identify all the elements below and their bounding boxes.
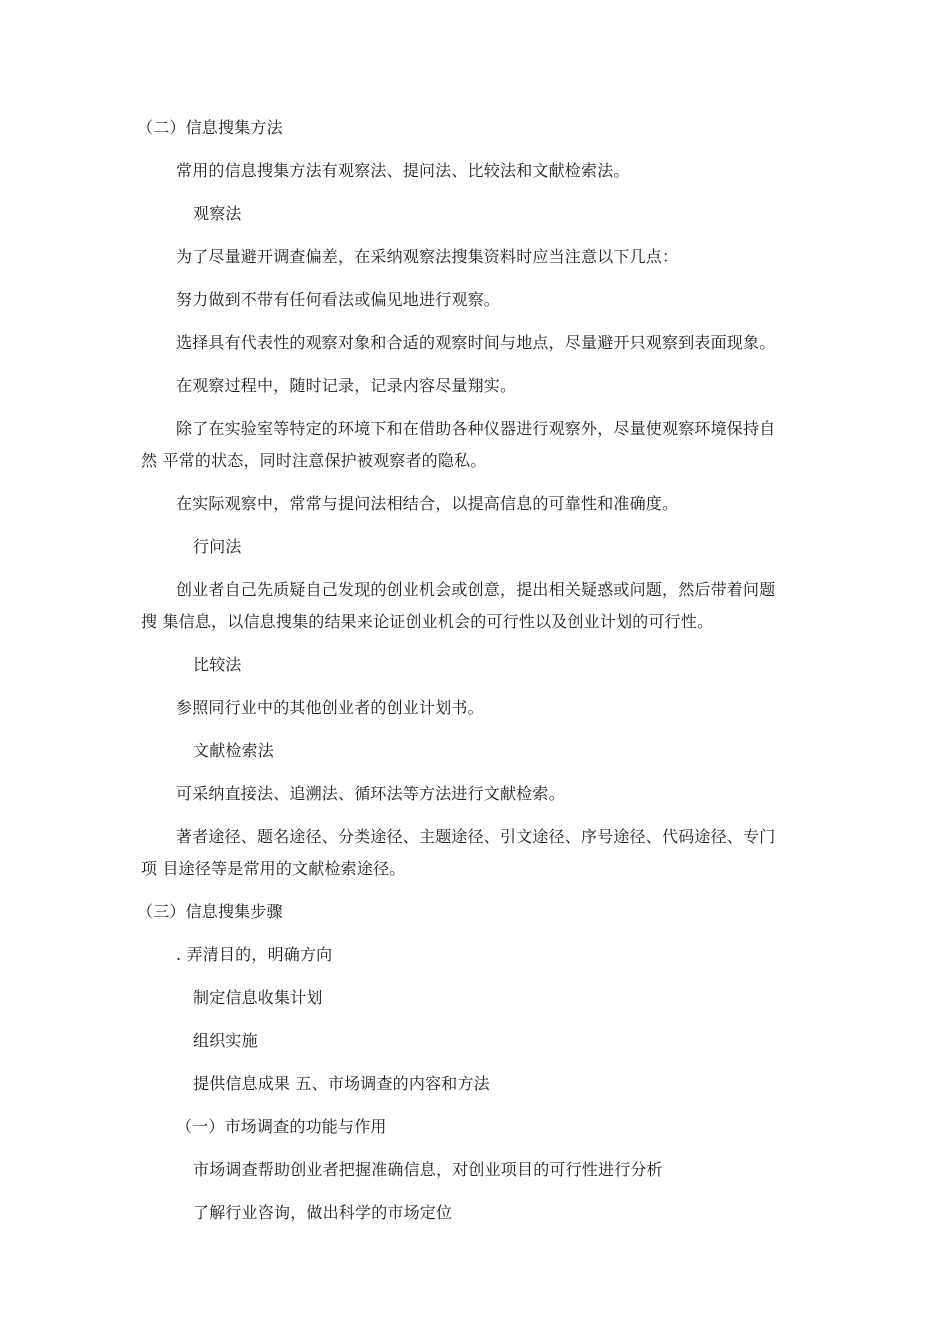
step-item: 制定信息收集计划 (193, 988, 323, 1007)
paragraph-continuation: 然 平常的状态，同时注意保护被观察者的隐私。 (141, 451, 487, 470)
step-item: 组织实施 (193, 1031, 258, 1050)
paragraph-continuation: 搜 集信息，以信息搜集的结果来论证创业机会的可行性以及创业计划的可行性。 (141, 612, 714, 631)
paragraph: 常用的信息搜集方法有观察法、提问法、比较法和文献检索法。 (176, 161, 630, 180)
paragraph: 除了在实验室等特定的环境下和在借助各种仪器进行观察外，尽量使观察环境保持自 (176, 419, 776, 438)
subheading-observation: 观察法 (193, 204, 242, 223)
subheading-comparison: 比较法 (193, 655, 242, 674)
paragraph: 创业者自己先质疑自己发现的创业机会或创意，提出相关疑惑或问题，然后带着问题 (176, 580, 776, 599)
paragraph: 在实际观察中，常常与提问法相结合，以提高信息的可靠性和准确度。 (176, 494, 679, 513)
paragraph: 努力做到不带有任何看法或偏见地进行观察。 (176, 290, 501, 309)
paragraph: 可采纳直接法、追溯法、循环法等方法进行文献检索。 (176, 784, 565, 803)
section-heading-info-steps: （三）信息搜集步骤 (137, 902, 283, 921)
paragraph: 著者途径、题名途径、分类途径、主题途径、引文途径、序号途径、代码途径、专门 (176, 827, 776, 846)
paragraph: 了解行业咨询，做出科学的市场定位 (193, 1203, 453, 1222)
paragraph: 为了尽量避开调查偏差，在采纳观察法搜集资料时应当注意以下几点： (176, 247, 679, 266)
step-item: . 弄清目的，明确方向 (176, 945, 333, 964)
paragraph: 市场调查帮助创业者把握准确信息，对创业项目的可行性进行分析 (193, 1160, 663, 1179)
subheading-literature-search: 文献检索法 (193, 741, 275, 760)
section-heading-market-research: （一）市场调查的功能与作用 (176, 1117, 387, 1136)
step-item: 提供信息成果 五、市场调查的内容和方法 (193, 1074, 490, 1093)
paragraph: 选择具有代表性的观察对象和合适的观察时间与地点，尽量避开只观察到表面现象。 (176, 333, 776, 352)
section-heading-info-methods: （二）信息搜集方法 (137, 118, 283, 137)
paragraph-continuation: 项 目途径等是常用的文献检索途径。 (141, 859, 406, 878)
paragraph: 参照同行业中的其他创业者的创业计划书。 (176, 698, 484, 717)
subheading-questioning: 行问法 (193, 537, 242, 556)
paragraph: 在观察过程中，随时记录，记录内容尽量翔实。 (176, 376, 517, 395)
